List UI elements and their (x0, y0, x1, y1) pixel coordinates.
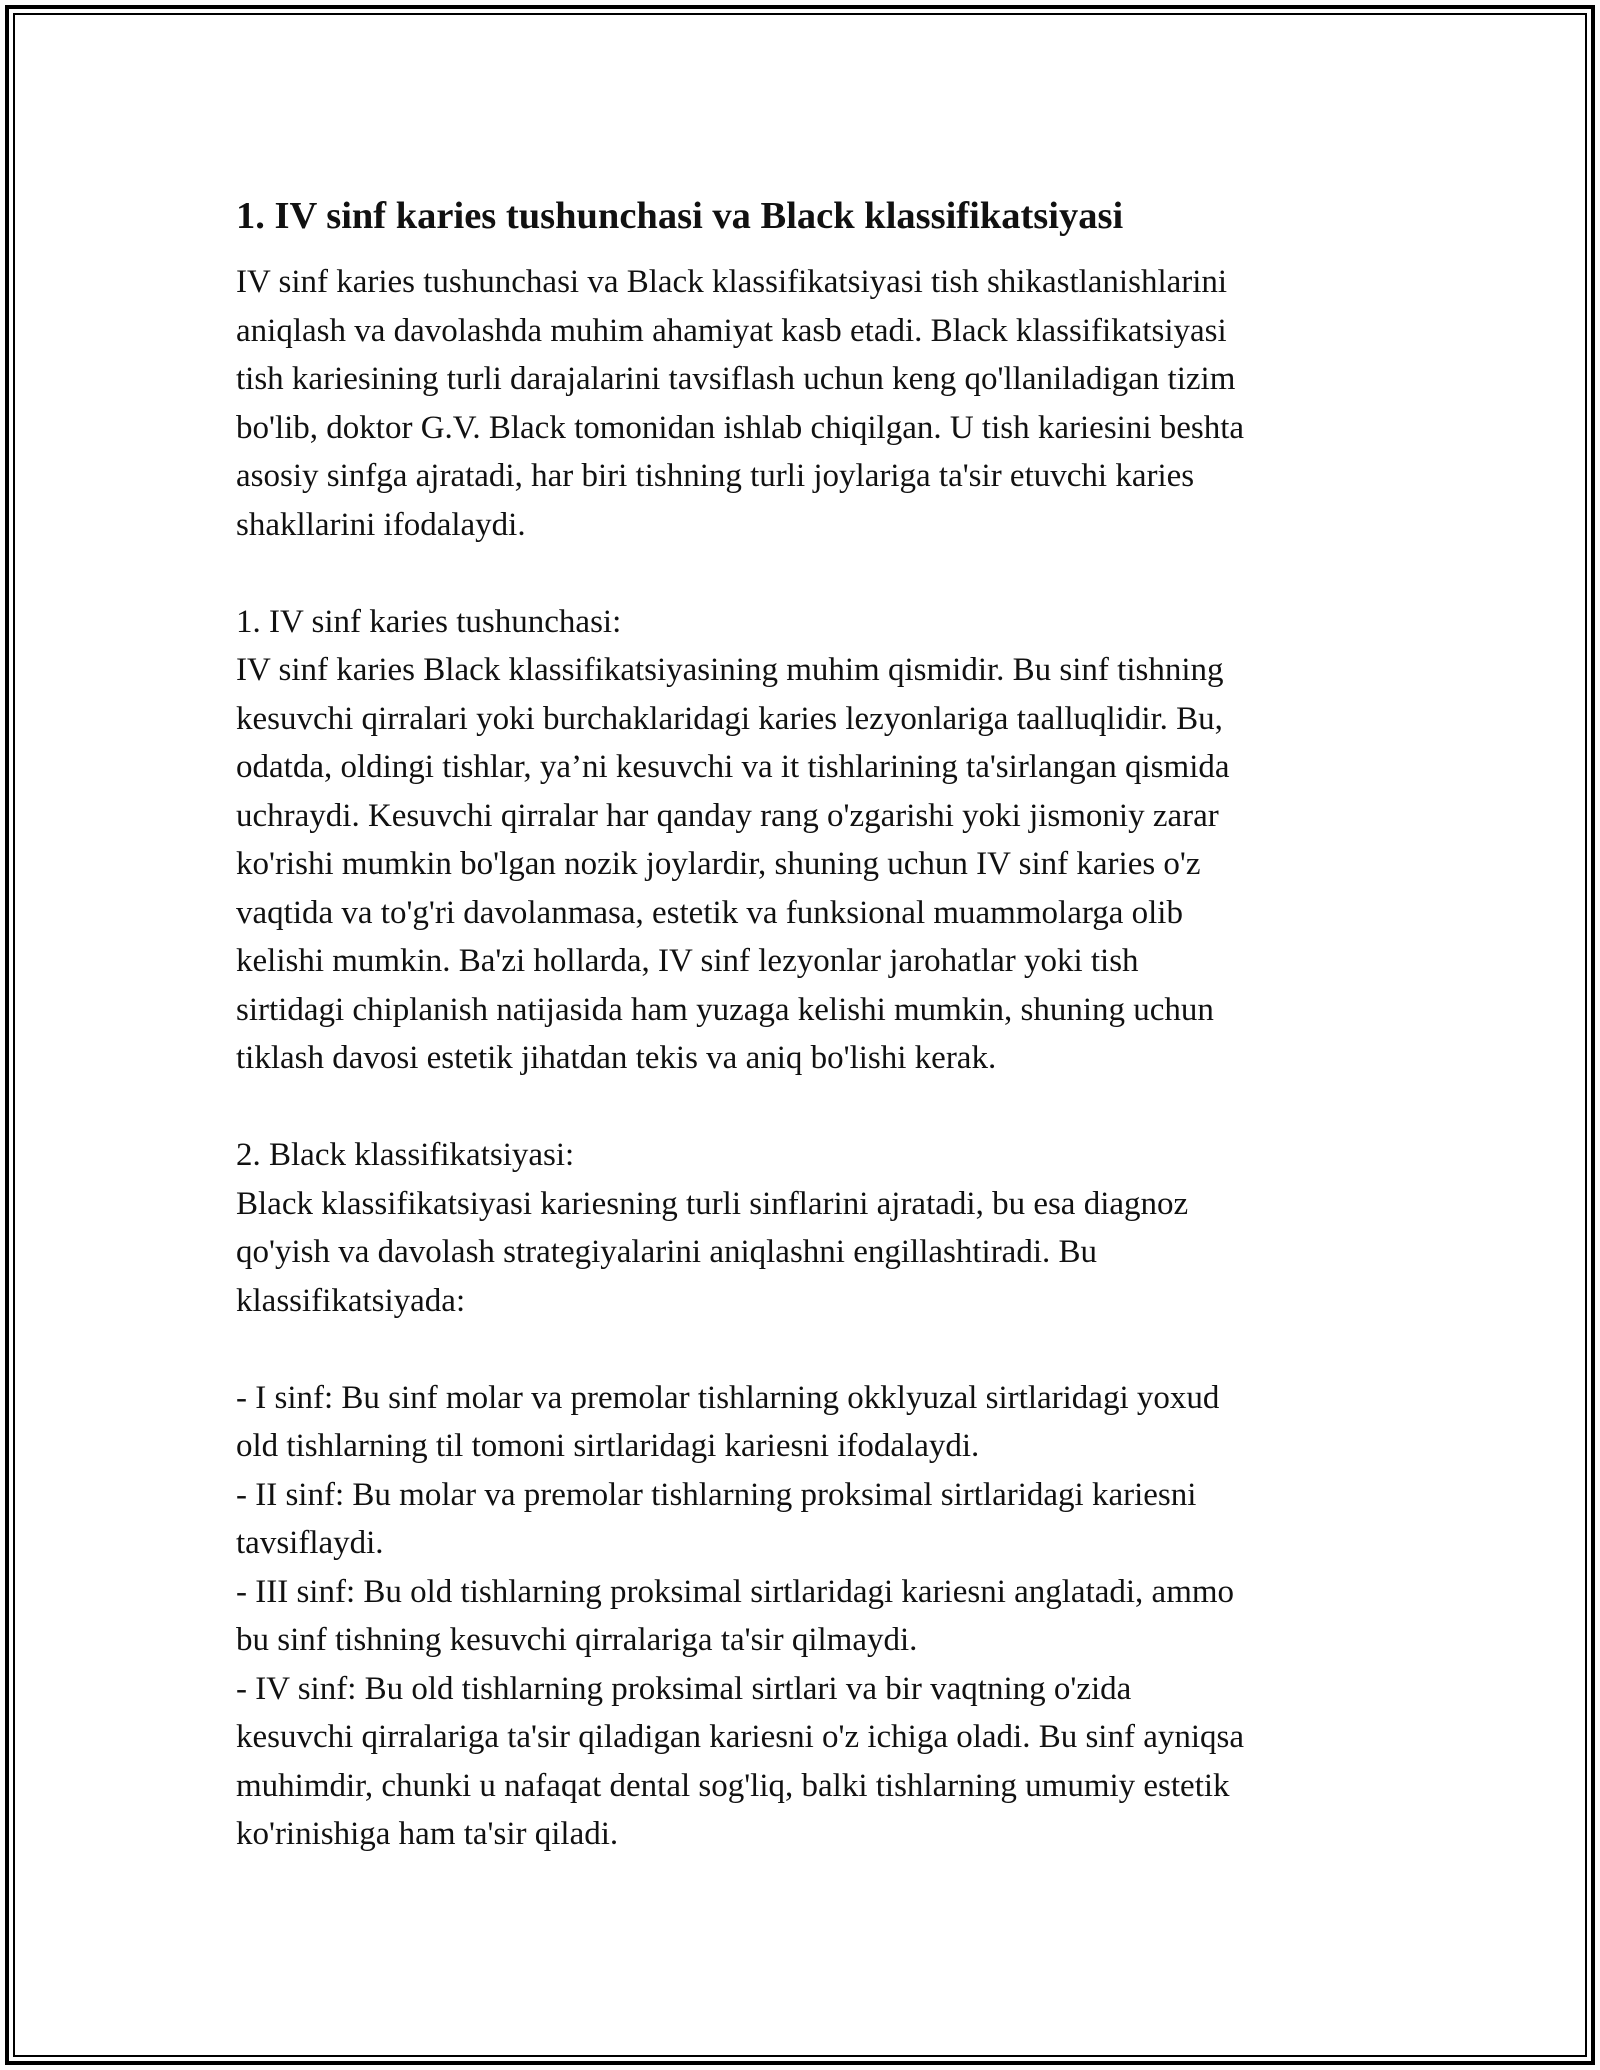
paragraph-spacer (236, 549, 1376, 598)
section-1-heading: 1. IV sinf karies tushunchasi: (236, 603, 622, 640)
text-line: vaqtida va to'g'ri davolanmasa, estetik va funksional muammolarga olib (236, 894, 1183, 931)
text-line: tiklash davosi estetik jihatdan tekis va aniq bo'lishi kerak. (236, 1040, 997, 1076)
intro-paragraph (236, 258, 1376, 549)
list-item-line: old tishlarning til tomoni sirtlaridagi kariesni ifodalaydi. (236, 1428, 980, 1464)
text-line: shakllarini ifodalaydi. (236, 506, 526, 543)
section-2 (236, 1131, 1376, 1325)
list-item-line: tavsiflaydi. (236, 1525, 384, 1561)
text-line: aniqlash va davolashda muhim ahamiyat kasb etadi. Black klassifikatsiyasi (236, 312, 1227, 349)
text-line: klassifikatsiyada: (236, 1282, 466, 1319)
document-body (236, 188, 1376, 1859)
text-line: IV sinf karies Black klassifikatsiyasining muhim qismidir. Bu sinf tishning (236, 652, 1224, 688)
text-line: asosiy sinfga ajratadi, har biri tishning turli joylariga ta'sir etuvchi karies (236, 458, 1195, 494)
text-line: tish kariesining turli darajalarini tavsiflash uchun keng qo'llaniladigan tizim (236, 361, 1236, 397)
list-item-line: - III sinf: Bu old tishlarning proksimal sirtlaridagi kariesni anglatadi, ammo (236, 1573, 1235, 1610)
class-list (236, 1374, 1376, 1859)
text-line: sirtidagi chiplanish natijasida ham yuzaga kelishi mumkin, shuning uchun (236, 991, 1214, 1028)
section-1 (236, 598, 1376, 1083)
list-item-line: kesuvchi qirralariga ta'sir qiladigan kariesni o'z ichiga oladi. Bu sinf ayniqsa (236, 1719, 1245, 1755)
list-item-line: - II sinf: Bu molar va premolar tishlarning proksimal sirtlaridagi kariesni (236, 1476, 1197, 1513)
text-line: ko'rishi mumkin bo'lgan nozik joylardir, shuning uchun IV sinf karies o'z (236, 846, 1201, 882)
list-item-line: ko'rinishiga ham ta'sir qiladi. (236, 1816, 619, 1852)
list-item-line: - IV sinf: Bu old tishlarning proksimal sirtlari va bir vaqtning o'zida (236, 1670, 1132, 1707)
list-item-line: muhimdir, chunki u nafaqat dental sog'liq, balki tishlarning umumiy estetik (236, 1767, 1230, 1804)
document-title: 1. IV sinf karies tushunchasi va Black klassifikatsiyasi (236, 195, 1124, 237)
text-line: qo'yish va davolash strategiyalarini aniqlashni engillashtiradi. Bu (236, 1234, 1098, 1270)
text-line: uchraydi. Kesuvchi qirralar har qanday rang o'zgarishi yoki jismoniy zarar (236, 797, 1219, 834)
list-item-line: - I sinf: Bu sinf molar va premolar tishlarning okklyuzal sirtlaridagi yoxud (236, 1379, 1220, 1416)
paragraph-spacer (236, 1325, 1376, 1374)
text-line: bo'lib, doktor G.V. Black tomonidan ishlab chiqilgan. U tish kariesini beshta (236, 409, 1245, 446)
text-line: kesuvchi qirralari yoki burchaklaridagi karies lezyonlariga taalluqlidir. Bu, (236, 700, 1223, 737)
text-line: odatda, oldingi tishlar, ya’ni kesuvchi va it tishlarining ta'sirlangan qismida (236, 749, 1230, 785)
list-item-line: bu sinf tishning kesuvchi qirralariga ta'sir qilmaydi. (236, 1622, 918, 1658)
text-line: Black klassifikatsiyasi kariesning turli sinflarini ajratadi, bu esa diagnoz (236, 1185, 1189, 1222)
paragraph-spacer (236, 1083, 1376, 1132)
section-2-heading: 2. Black klassifikatsiyasi: (236, 1137, 575, 1173)
text-line: IV sinf karies tushunchasi va Black klassifikatsiyasi tish shikastlanishlarini (236, 264, 1228, 300)
text-line: kelishi mumkin. Ba'zi hollarda, IV sinf lezyonlar jarohatlar yoki tish (236, 943, 1139, 979)
